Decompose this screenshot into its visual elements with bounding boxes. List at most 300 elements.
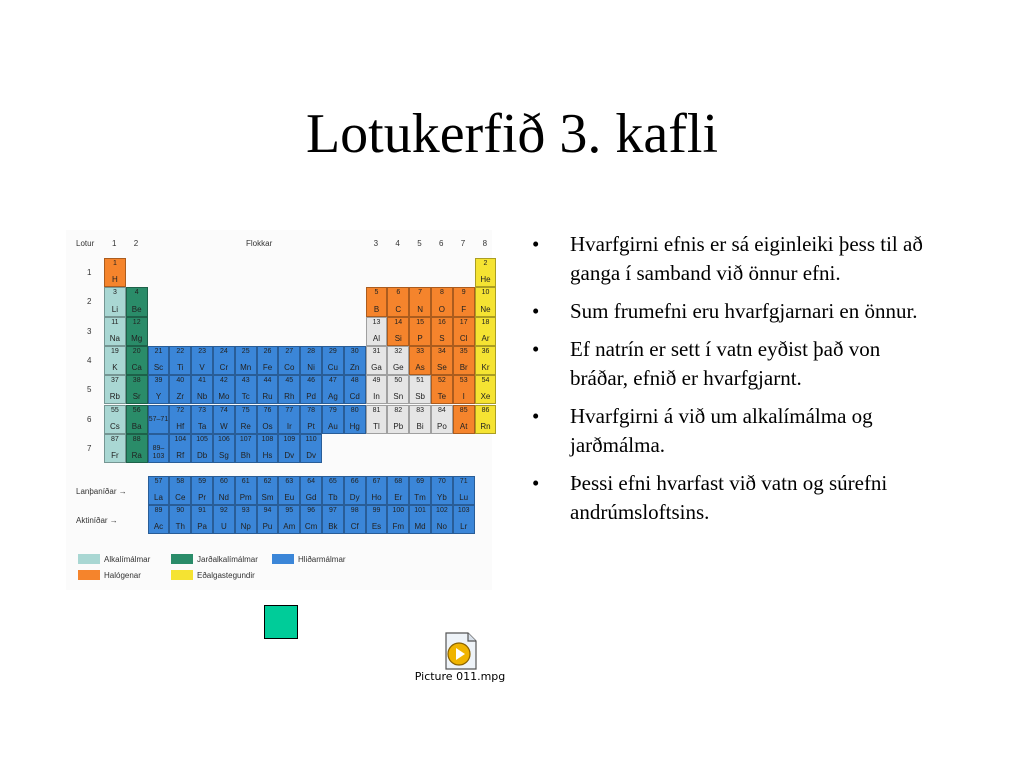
group-label: 8	[482, 239, 488, 248]
element-symbol: Md	[414, 522, 426, 532]
atomic-number: 101	[414, 507, 426, 514]
element-symbol: Te	[437, 392, 447, 402]
group-label: 1	[112, 239, 117, 248]
atomic-number: 5	[374, 289, 379, 297]
element-cell	[126, 434, 148, 463]
element-cell	[300, 434, 322, 463]
element-symbol: Fe	[262, 363, 273, 373]
element-symbol: Sg	[219, 451, 229, 461]
periods-header: Lotur	[76, 239, 95, 248]
legend-label: Hliðarmálmar	[298, 555, 346, 564]
element-cell	[453, 346, 475, 375]
element-symbol: Co	[284, 363, 295, 373]
element-cell	[344, 346, 366, 375]
element-symbol: S	[439, 333, 445, 343]
atomic-number: 28	[307, 347, 315, 355]
actinide-cell	[169, 505, 191, 534]
element-cell	[322, 375, 344, 404]
element-symbol: Hs	[262, 451, 273, 461]
element-cell	[387, 405, 409, 434]
element-cell	[366, 405, 388, 434]
element-cell	[257, 405, 279, 434]
atomic-number: 21	[154, 347, 163, 355]
element-symbol: Lr	[460, 522, 468, 532]
element-symbol: W	[220, 421, 228, 431]
element-cell	[387, 375, 409, 404]
element-symbol: V	[199, 363, 205, 373]
lanthanide-cell	[257, 476, 279, 505]
group-label: 7	[460, 239, 466, 248]
element-cell	[126, 346, 148, 375]
element-symbol: Gd	[305, 493, 317, 503]
element-symbol: O	[438, 304, 446, 314]
element-cell	[431, 405, 453, 434]
atomic-number: 40	[176, 377, 185, 385]
element-symbol: Np	[240, 522, 251, 532]
atomic-number: 44	[263, 377, 272, 385]
bullet-item	[530, 297, 940, 326]
element-cell	[126, 375, 148, 404]
legend-swatch	[78, 570, 100, 580]
lanthanide-cell	[387, 476, 409, 505]
element-symbol: U	[221, 522, 227, 532]
element-cell	[475, 317, 497, 346]
atomic-number: 59	[198, 478, 206, 485]
atomic-number: 64	[307, 478, 315, 485]
lanthanide-cell	[213, 476, 235, 505]
element-symbol: Zr	[176, 392, 185, 402]
lanthanide-cell	[431, 476, 453, 505]
element-symbol: Cf	[350, 522, 359, 532]
element-cell	[126, 287, 148, 316]
atomic-number: 92	[220, 507, 228, 514]
element-cell	[104, 375, 126, 404]
element-cell	[453, 375, 475, 404]
period-label: 1	[87, 268, 92, 277]
atomic-number: 3	[112, 289, 117, 297]
element-symbol: Tc	[241, 392, 250, 402]
atomic-number: 98	[350, 507, 359, 514]
atomic-number: 14	[394, 318, 403, 326]
element-cell	[300, 405, 322, 434]
period-label: 4	[87, 355, 92, 365]
element-symbol: Ni	[307, 363, 315, 373]
element-cell	[213, 375, 235, 404]
atomic-number: 88	[132, 435, 141, 443]
atomic-number: 29	[329, 347, 337, 355]
element-symbol: Ac	[153, 522, 164, 532]
lanthanide-cell	[191, 476, 213, 505]
atomic-number: 54	[481, 377, 490, 385]
element-symbol: N	[417, 304, 423, 314]
atomic-number: 32	[394, 347, 403, 355]
element-symbol: Cr	[219, 363, 229, 373]
element-cell	[191, 375, 213, 404]
atomic-number: 16	[438, 318, 446, 326]
element-symbol: C	[395, 304, 402, 314]
atomic-number: 95	[285, 507, 294, 514]
legend-label: Halógenar	[104, 571, 141, 580]
element-symbol: Lu	[459, 493, 469, 503]
element-symbol: Y	[155, 392, 162, 402]
atomic-number: 74	[220, 406, 228, 414]
element-symbol: P	[417, 333, 423, 343]
atomic-number: 61	[241, 478, 250, 485]
atomic-number: 35	[459, 347, 468, 355]
atomic-number: 105	[196, 435, 208, 443]
atomic-number: 51	[416, 377, 424, 385]
element-symbol: Es	[371, 522, 382, 532]
atomic-number: 57	[154, 478, 163, 485]
atomic-number: 99	[372, 507, 381, 514]
atomic-number: 86	[481, 406, 490, 414]
element-symbol: Ru	[262, 392, 273, 402]
atomic-number: 8	[439, 289, 444, 297]
element-symbol: Dy	[349, 493, 360, 503]
group-label: 6	[439, 239, 444, 248]
atomic-number: 19	[111, 347, 119, 355]
series-label: Lanþaníðar →	[76, 487, 127, 496]
element-symbol: H	[112, 275, 118, 285]
element-cell	[104, 346, 126, 375]
element-symbol: Ho	[371, 493, 382, 503]
element-cell	[453, 405, 475, 434]
element-symbol: Ce	[175, 493, 186, 503]
atomic-number: 66	[350, 478, 359, 485]
element-cell	[278, 405, 300, 434]
element-symbol: Hg	[349, 421, 360, 431]
element-cell	[235, 434, 257, 463]
atomic-number: 30	[350, 347, 359, 355]
bullet-text: Hvarfgirni á við um alkalímálma og jarðmálma.	[570, 404, 873, 457]
element-cell	[169, 346, 191, 375]
element-cell	[104, 317, 126, 346]
atomic-number: 108	[261, 435, 274, 443]
element-cell	[409, 346, 431, 375]
atomic-number: 78	[307, 406, 315, 414]
atomic-number: 55	[111, 406, 119, 414]
atomic-number: 41	[198, 377, 206, 385]
element-symbol: Pa	[197, 522, 207, 532]
element-cell	[104, 434, 126, 463]
element-cell	[191, 405, 213, 434]
element-symbol: As	[415, 363, 425, 373]
element-cell	[300, 346, 322, 375]
element-symbol: Mo	[218, 392, 230, 402]
actinide-cell	[322, 505, 344, 534]
actinide-cell	[148, 505, 170, 534]
groups-header: Flokkar	[246, 239, 273, 248]
actinide-cell	[235, 505, 257, 534]
element-symbol: Dv	[306, 451, 316, 461]
element-cell	[387, 317, 409, 346]
atomic-number: 22	[176, 347, 185, 355]
element-cell	[387, 287, 409, 316]
element-cell	[322, 405, 344, 434]
atomic-number: 36	[481, 347, 490, 355]
atomic-number: 24	[220, 347, 228, 355]
element-symbol: Rh	[284, 392, 295, 402]
actinide-cell	[387, 505, 409, 534]
element-cell	[235, 346, 257, 375]
element-symbol: Cs	[110, 421, 120, 431]
element-cell	[235, 375, 257, 404]
element-symbol: Cd	[349, 392, 360, 402]
element-symbol: Sb	[415, 392, 425, 402]
group-label: 4	[395, 239, 400, 248]
element-symbol: Rb	[109, 392, 121, 402]
legend-label: Eðalgastegundir	[197, 571, 255, 580]
lanthanide-cell	[169, 476, 191, 505]
element-cell	[431, 317, 453, 346]
element-symbol: Nd	[218, 493, 230, 503]
atomic-number: 84	[438, 406, 446, 414]
atomic-number: 82	[394, 406, 403, 414]
element-cell	[409, 287, 431, 316]
bullet-list	[530, 230, 940, 536]
bullet-item	[530, 335, 940, 393]
atomic-number: 9	[461, 289, 466, 297]
bullet-item	[530, 230, 940, 288]
atomic-number: 96	[307, 507, 315, 514]
atomic-number: 73	[198, 406, 206, 414]
element-symbol: K	[112, 363, 118, 373]
element-symbol: Pd	[306, 392, 316, 402]
periodic-table-image	[66, 230, 492, 590]
atomic-number: 49	[372, 377, 381, 385]
atomic-number: 107	[239, 435, 252, 443]
element-cell	[104, 258, 126, 287]
element-cell	[169, 375, 191, 404]
lanthanide-cell	[344, 476, 366, 505]
atomic-number: 46	[307, 377, 315, 385]
atomic-number: 6	[396, 289, 401, 297]
element-symbol: Pr	[198, 493, 207, 503]
atomic-number: 83	[416, 406, 424, 414]
element-cell	[148, 375, 170, 404]
element-symbol: Be	[131, 304, 142, 314]
atomic-number: 4	[134, 289, 139, 297]
legend-label: Alkalímálmar	[104, 555, 151, 564]
group-label: 3	[373, 239, 379, 248]
actinide-cell	[366, 505, 388, 534]
element-cell	[191, 346, 213, 375]
atomic-number: 34	[438, 347, 446, 355]
element-cell	[409, 375, 431, 404]
atomic-number: 71	[459, 478, 468, 485]
atomic-number: 53	[459, 377, 468, 385]
bullet-marker: •	[532, 337, 540, 361]
actinide-cell	[344, 505, 366, 534]
element-symbol: Bh	[240, 451, 251, 461]
element-symbol: Au	[328, 421, 338, 431]
atomic-number: 109	[283, 435, 296, 443]
element-symbol: Yb	[437, 493, 447, 503]
bullet-item	[530, 402, 940, 460]
atomic-number: 69	[416, 478, 424, 485]
lanthanide-cell	[235, 476, 257, 505]
actinide-cell	[213, 505, 235, 534]
bullet-text: Ef natrín er sett í vatn eyðist það von bráðar, efnið er hvarfgjarnt.	[570, 337, 881, 390]
actinide-cell	[278, 505, 300, 534]
atomic-number: 63	[285, 478, 294, 485]
element-symbol: Sc	[153, 363, 164, 373]
element-cell	[126, 317, 148, 346]
atomic-number: 62	[263, 478, 272, 485]
group-label: 2	[133, 239, 139, 248]
atomic-number: 103	[457, 507, 470, 514]
bullet-text: Þessi efni hvarfast við vatn og súrefni andrúmsloftsins.	[570, 471, 888, 524]
atomic-number: 1	[112, 260, 117, 267]
bullet-marker: •	[532, 471, 540, 495]
element-symbol: No	[436, 522, 448, 532]
element-symbol: Am	[283, 522, 296, 532]
period-label: 6	[87, 414, 92, 424]
element-symbol: Ba	[131, 421, 142, 431]
bullet-text: Sum frumefni eru hvarfgjarnari en önnur.	[570, 299, 918, 323]
atomic-number: 68	[394, 478, 403, 485]
atomic-number: 104	[174, 435, 187, 443]
atomic-number: 90	[176, 507, 185, 514]
element-symbol: At	[459, 421, 468, 431]
atomic-number: 10	[481, 289, 490, 297]
element-symbol: Th	[175, 522, 185, 532]
atomic-number: 79	[329, 406, 337, 414]
element-cell	[278, 434, 300, 463]
element-cell	[366, 287, 388, 316]
element-cell	[431, 375, 453, 404]
element-cell	[213, 346, 235, 375]
lanthanide-cell	[278, 476, 300, 505]
element-symbol: Ti	[177, 363, 184, 373]
element-cell	[475, 287, 497, 316]
atomic-number: 2	[483, 260, 488, 267]
element-cell	[104, 287, 126, 316]
play-icon[interactable]	[442, 631, 478, 671]
element-symbol: Cm	[304, 522, 318, 532]
atomic-number: 60	[220, 478, 228, 485]
atomic-number: 45	[285, 377, 294, 385]
element-symbol: Sr	[132, 392, 141, 402]
element-cell	[453, 317, 475, 346]
atomic-number: 50	[394, 377, 403, 385]
element-cell	[453, 287, 475, 316]
element-symbol: Se	[437, 363, 447, 373]
legend-swatch	[272, 554, 294, 564]
actinide-cell	[257, 505, 279, 534]
slide-title: Lotukerfið 3. kafli	[305, 103, 719, 165]
legend-swatch	[171, 570, 193, 580]
atomic-number: 13	[372, 318, 381, 326]
actinide-cell	[431, 505, 453, 534]
actinide-cell	[300, 505, 322, 534]
element-cell	[213, 405, 235, 434]
placeholder-cell	[148, 434, 170, 463]
element-symbol: Mn	[240, 363, 252, 373]
lanthanide-cell	[409, 476, 431, 505]
atomic-number: 67	[372, 478, 381, 485]
element-symbol: Br	[459, 363, 468, 373]
atomic-number: 43	[241, 377, 250, 385]
element-symbol: Al	[372, 333, 381, 343]
atomic-number: 12	[132, 318, 141, 326]
element-symbol: Pm	[239, 493, 252, 503]
element-symbol: Sm	[261, 493, 274, 503]
lanthanide-cell	[366, 476, 388, 505]
element-symbol: Ge	[392, 363, 404, 373]
element-symbol: Sn	[393, 392, 404, 402]
atomic-number: 17	[459, 318, 468, 326]
element-cell	[300, 375, 322, 404]
element-symbol: Tm	[414, 493, 426, 503]
element-cell	[344, 375, 366, 404]
element-symbol: Kr	[481, 363, 490, 373]
lanthanide-cell	[300, 476, 322, 505]
bullet-marker: •	[532, 299, 540, 323]
element-symbol: Mg	[131, 333, 143, 343]
element-symbol: Si	[394, 333, 402, 343]
legend-swatch	[171, 554, 193, 564]
element-cell	[148, 346, 170, 375]
atomic-number: 37	[111, 377, 119, 385]
atomic-number: 97	[329, 507, 337, 514]
range-label: 57–71	[148, 415, 169, 423]
legend-swatch	[78, 554, 100, 564]
atomic-number: 11	[111, 318, 119, 326]
element-symbol: Rn	[480, 421, 491, 431]
element-cell	[409, 405, 431, 434]
element-cell	[278, 375, 300, 404]
element-symbol: Po	[437, 421, 447, 431]
element-cell	[387, 346, 409, 375]
atomic-number: 31	[372, 347, 381, 355]
element-cell	[366, 375, 388, 404]
atomic-number: 89	[154, 507, 163, 514]
atomic-number: 81	[372, 406, 381, 414]
element-symbol: Na	[109, 333, 121, 343]
element-symbol: Eu	[284, 493, 295, 503]
element-symbol: Rf	[176, 451, 185, 461]
element-symbol: Tl	[373, 421, 380, 431]
atomic-number: 26	[263, 347, 272, 355]
element-symbol: Nb	[196, 392, 208, 402]
element-cell	[475, 346, 497, 375]
atomic-number: 33	[416, 347, 424, 355]
element-cell	[257, 375, 279, 404]
element-symbol: Pt	[307, 421, 315, 431]
element-cell	[475, 258, 497, 287]
element-cell	[344, 405, 366, 434]
element-symbol: I	[462, 392, 465, 402]
element-symbol: Os	[262, 421, 273, 431]
atomic-number: 56	[132, 406, 141, 414]
element-symbol: F	[461, 304, 467, 314]
range-label: 89–103	[152, 444, 165, 460]
element-symbol: In	[373, 392, 380, 402]
period-label: 7	[87, 443, 92, 453]
element-cell	[104, 405, 126, 434]
bullet-marker: •	[532, 232, 540, 256]
media-filename[interactable]: Picture 011.mpg	[414, 670, 506, 683]
atomic-number: 39	[154, 377, 163, 385]
element-symbol: Cu	[327, 363, 339, 373]
element-symbol: Bi	[416, 421, 424, 431]
atomic-number: 47	[329, 377, 337, 385]
element-cell	[431, 287, 453, 316]
element-cell	[257, 434, 279, 463]
atomic-number: 20	[132, 347, 141, 355]
atomic-number: 52	[438, 377, 446, 385]
